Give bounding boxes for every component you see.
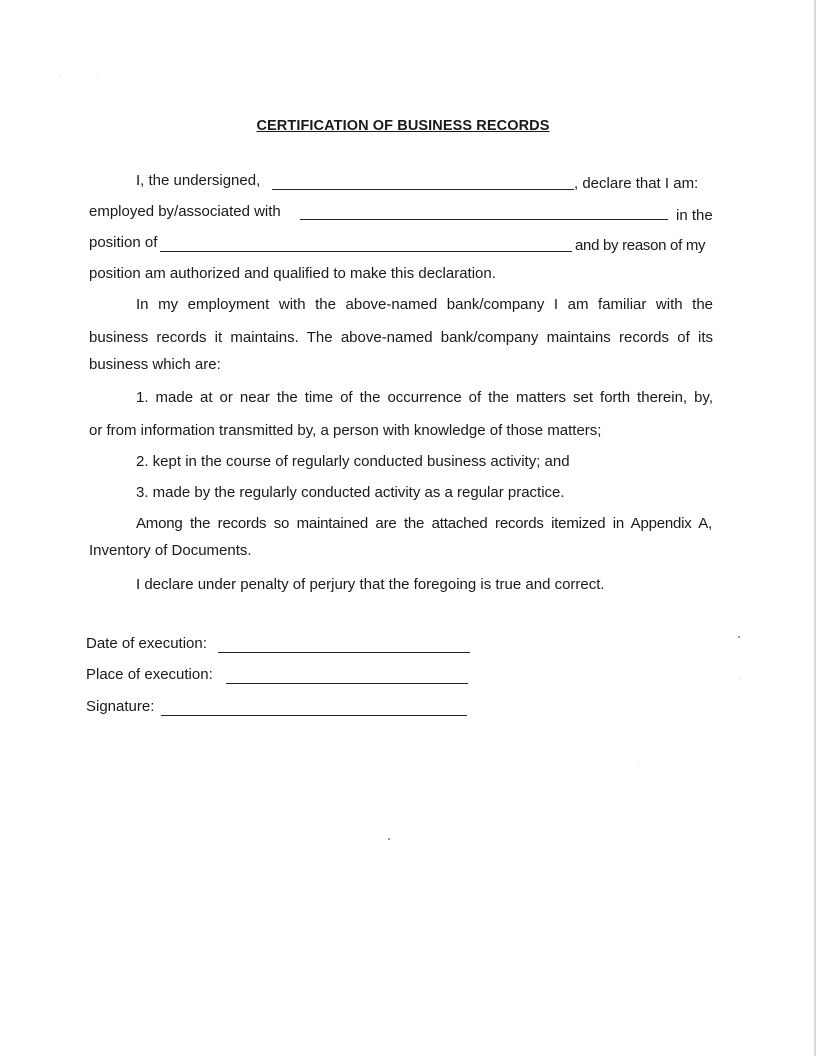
scan-speck [60,75,61,76]
para1-line3-start: position of [89,234,158,251]
item1-line2: or from information transmitted by, a person with knowledge of those matters; [89,422,602,439]
employer-blank[interactable] [300,219,668,220]
para3-line2: Inventory of Documents. [89,542,252,559]
name-blank[interactable] [272,189,574,190]
scan-speck [388,838,390,840]
signature-blank[interactable] [161,715,467,716]
para2-line2: business records it maintains. The above-named bank/company maintains records of its [89,329,713,346]
item1-line1: 1. made at or near the time of the occurrence of the matters set forth therein, by, [136,389,713,406]
date-label: Date of execution: [86,635,207,652]
scan-speck [98,74,99,75]
date-blank[interactable] [218,652,470,653]
item3: 3. made by the regularly conducted activity as a regular practice. [136,484,565,501]
signature-label: Signature: [86,698,155,715]
para1-line2-start: employed by/associated with [89,203,281,220]
para1-line1-start: I, the undersigned, [136,172,261,189]
para1-line4: position am authorized and qualified to make this declaration. [89,265,496,282]
para1-line3-end: and by reason of my [575,237,706,254]
scan-speck [738,636,740,638]
place-label: Place of execution: [86,666,213,683]
declaration-text: I declare under penalty of perjury that the foregoing is true and correct. [136,576,605,593]
para3-line1: Among the records so maintained are the attached records itemized in Appendix A, [136,515,712,532]
place-blank[interactable] [226,683,468,684]
para2-line3: business which are: [89,356,221,373]
para1-line2-end: in the [676,207,713,224]
para1-line1-end: , declare that I am: [574,175,699,192]
para2-line1: In my employment with the above-named bank/company I am familiar with the [136,296,713,313]
scan-speck [740,678,741,679]
item2: 2. kept in the course of regularly conducted business activity; and [136,453,570,470]
scan-speck [637,765,638,766]
position-blank[interactable] [160,251,572,252]
document-title: CERTIFICATION OF BUSINESS RECORDS [256,118,550,134]
